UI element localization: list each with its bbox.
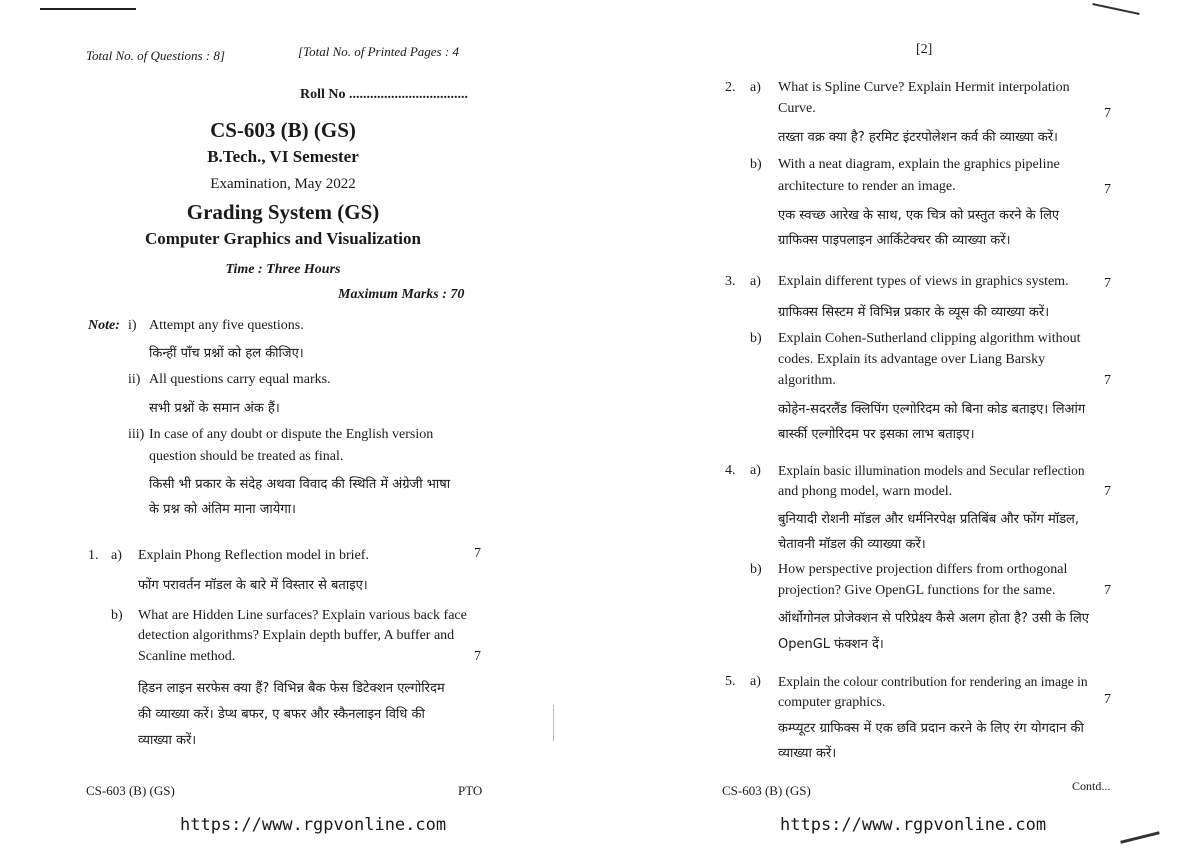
corner-mark-top bbox=[1092, 3, 1139, 15]
q3b-label: b) bbox=[750, 331, 762, 346]
top-rule bbox=[40, 8, 136, 10]
q3b-marks: 7 bbox=[1104, 373, 1111, 388]
q2a-hindi: तख्ता वक्र क्या है? हरमिट इंटरपोलेशन कर्व की व्याख्या करें। bbox=[778, 130, 1058, 145]
note-ii-en: All questions carry equal marks. bbox=[149, 372, 331, 387]
q4a-marks: 7 bbox=[1104, 484, 1111, 499]
q4a-label: a) bbox=[750, 463, 761, 478]
note-iii-hi-1: किसी भी प्रकार के संदेह अथवा विवाद की स्थिति में अंग्रेजी भाषा bbox=[149, 477, 451, 492]
grading-system: Grading System (GS) bbox=[186, 200, 380, 224]
note-ii-hi: सभी प्रश्नों के समान अंक हैं। bbox=[149, 401, 280, 416]
q3b-hindi-2: बार्स्की एल्गोरिदम पर इसका लाभ बताइए। bbox=[778, 427, 975, 442]
q2b-english-2: architecture to render an image. bbox=[778, 179, 956, 194]
note-i-en: Attempt any five questions. bbox=[149, 318, 304, 333]
q3b-english-2: codes. Explain its advantage over Liang Barsky bbox=[778, 352, 1046, 367]
right-page bbox=[600, 0, 1200, 849]
q2b-label: b) bbox=[750, 157, 762, 172]
page-number: [2] bbox=[916, 42, 933, 57]
q3a-hindi: ग्राफिक्स सिस्टम में विभिन्न प्रकार के व्यूस की व्याख्या करें। bbox=[778, 305, 1050, 320]
q1a-english: Explain Phong Reflection model in brief. bbox=[138, 548, 369, 563]
q5a-label: a) bbox=[750, 674, 761, 689]
q1b-marks: 7 bbox=[474, 649, 481, 664]
q2b-english-1: With a neat diagram, explain the graphics pipeline bbox=[778, 157, 1060, 172]
q4-number: 4. bbox=[725, 463, 736, 478]
q1b-hindi-3: व्याख्या करें। bbox=[138, 733, 197, 748]
total-pages: [Total No. of Printed Pages : 4 bbox=[298, 44, 459, 59]
note-iii-num: iii) bbox=[128, 427, 145, 442]
course-title: B.Tech., VI Semester bbox=[207, 147, 359, 166]
q2b-hindi-2: ग्राफिक्स पाइपलाइन आर्किटेक्चर की व्याख्या करें। bbox=[778, 233, 1011, 248]
subject-title: Computer Graphics and Visualization bbox=[145, 229, 421, 248]
footer-url-left: https://www.rgpvonline.com bbox=[180, 815, 447, 835]
q5a-hindi-1: कम्प्यूटर ग्राफिक्स में एक छवि प्रदान करने के लिए रंग योगदान की bbox=[778, 721, 1084, 736]
q4a-english-2: and phong model, warn model. bbox=[778, 484, 953, 499]
q2a-label: a) bbox=[750, 80, 761, 95]
q5a-marks: 7 bbox=[1104, 692, 1111, 707]
q5a-hindi-2: व्याख्या करें। bbox=[778, 746, 837, 761]
note-label: Note: bbox=[88, 318, 120, 333]
q1a-hindi: फोंग परावर्तन मॉडल के बारे में विस्तार से बताइए। bbox=[138, 578, 368, 593]
footer-code-right: CS-603 (B) (GS) bbox=[722, 783, 811, 798]
q1-number: 1. bbox=[88, 548, 99, 563]
q3a-label: a) bbox=[750, 274, 761, 289]
q3-number: 3. bbox=[725, 274, 736, 289]
q4b-hindi-2: OpenGL फंक्शन दें। bbox=[778, 637, 884, 652]
q5a-english-1: Explain the colour contribution for rendering an image in bbox=[778, 674, 1088, 689]
note-iii-en-1: In case of any doubt or dispute the English version bbox=[149, 427, 434, 442]
total-questions: Total No. of Questions : 8] bbox=[86, 48, 225, 63]
q1a-label: a) bbox=[111, 548, 122, 563]
roll-no: Roll No .................................. bbox=[300, 87, 468, 102]
footer-contd: Contd... bbox=[1072, 779, 1111, 793]
max-marks: Maximum Marks : 70 bbox=[338, 287, 465, 302]
scan-divider bbox=[553, 705, 554, 741]
q3b-english-1: Explain Cohen-Sutherland clipping algorithm without bbox=[778, 331, 1081, 346]
q5-number: 5. bbox=[725, 674, 736, 689]
corner-mark-bottom bbox=[1120, 831, 1160, 844]
q4b-english-2: projection? Give OpenGL functions for the same. bbox=[778, 583, 1056, 598]
q1b-hindi-1: हिडन लाइन सरफेस क्या हैं? विभिन्न बैक फेस डिटेक्शन एल्गोरिदम bbox=[138, 681, 445, 696]
q1b-hindi-2: की व्याख्या करें। डेप्थ बफर, ए बफर और स्कैनलाइन विधि की bbox=[138, 707, 425, 722]
q4b-english-1: How perspective projection differs from orthogonal bbox=[778, 562, 1068, 577]
footer-pto: PTO bbox=[458, 783, 483, 798]
q4b-marks: 7 bbox=[1104, 583, 1111, 598]
note-ii-num: ii) bbox=[128, 372, 141, 387]
note-iii-en-2: question should be treated as final. bbox=[149, 449, 344, 464]
footer-url-right: https://www.rgpvonline.com bbox=[780, 815, 1047, 835]
footer-code-left: CS-603 (B) (GS) bbox=[86, 783, 175, 798]
q2a-marks: 7 bbox=[1104, 106, 1111, 121]
q1b-english-2: detection algorithms? Explain depth buffer, A buffer and bbox=[138, 628, 455, 643]
q1b-english-3: Scanline method. bbox=[138, 649, 236, 664]
q1b-label: b) bbox=[111, 608, 123, 623]
q4a-hindi-2: चेतावनी मॉडल की व्याख्या करें। bbox=[778, 537, 926, 552]
q4b-hindi-1: ऑर्थोगोनल प्रोजेक्शन से परिप्रेक्ष्य कैसे अलग होता है? उसी के लिए bbox=[778, 611, 1089, 626]
q3b-hindi-1: कोहेन-सदरलैंड क्लिपिंग एल्गोरिदम को बिना कोड बताइए। लिआंग bbox=[778, 402, 1086, 417]
q4a-english-1: Explain basic illumination models and Secular reflection bbox=[778, 463, 1085, 478]
q2a-english-1: What is Spline Curve? Explain Hermit interpolation bbox=[778, 80, 1070, 95]
exam-title: Examination, May 2022 bbox=[210, 176, 356, 192]
note-i-num: i) bbox=[128, 318, 137, 333]
q2a-english-2: Curve. bbox=[778, 101, 816, 116]
q2-number: 2. bbox=[725, 80, 736, 95]
time-label: Time : Three Hours bbox=[225, 262, 341, 277]
paper-code: CS-603 (B) (GS) bbox=[210, 118, 356, 142]
note-iii-hi-2: के प्रश्न को अंतिम माना जायेगा। bbox=[149, 502, 296, 517]
q2b-marks: 7 bbox=[1104, 182, 1111, 197]
q3a-marks: 7 bbox=[1104, 276, 1111, 291]
q5a-english-2: computer graphics. bbox=[778, 695, 886, 710]
q1b-english-1: What are Hidden Line surfaces? Explain various back face bbox=[138, 608, 467, 623]
q4b-label: b) bbox=[750, 562, 762, 577]
q4a-hindi-1: बुनियादी रोशनी मॉडल और धर्मनिरपेक्ष प्रतिबिंब और फोंग मॉडल, bbox=[778, 512, 1080, 527]
q3b-english-3: algorithm. bbox=[778, 373, 836, 388]
note-i-hi: किन्हीं पाँच प्रश्नों को हल कीजिए। bbox=[149, 346, 304, 361]
q1a-marks: 7 bbox=[474, 546, 481, 561]
q3a-english: Explain different types of views in graphics system. bbox=[778, 274, 1069, 289]
q2b-hindi-1: एक स्वच्छ आरेख के साथ, एक चित्र को प्रस्तुत करने के लिए bbox=[778, 208, 1060, 223]
